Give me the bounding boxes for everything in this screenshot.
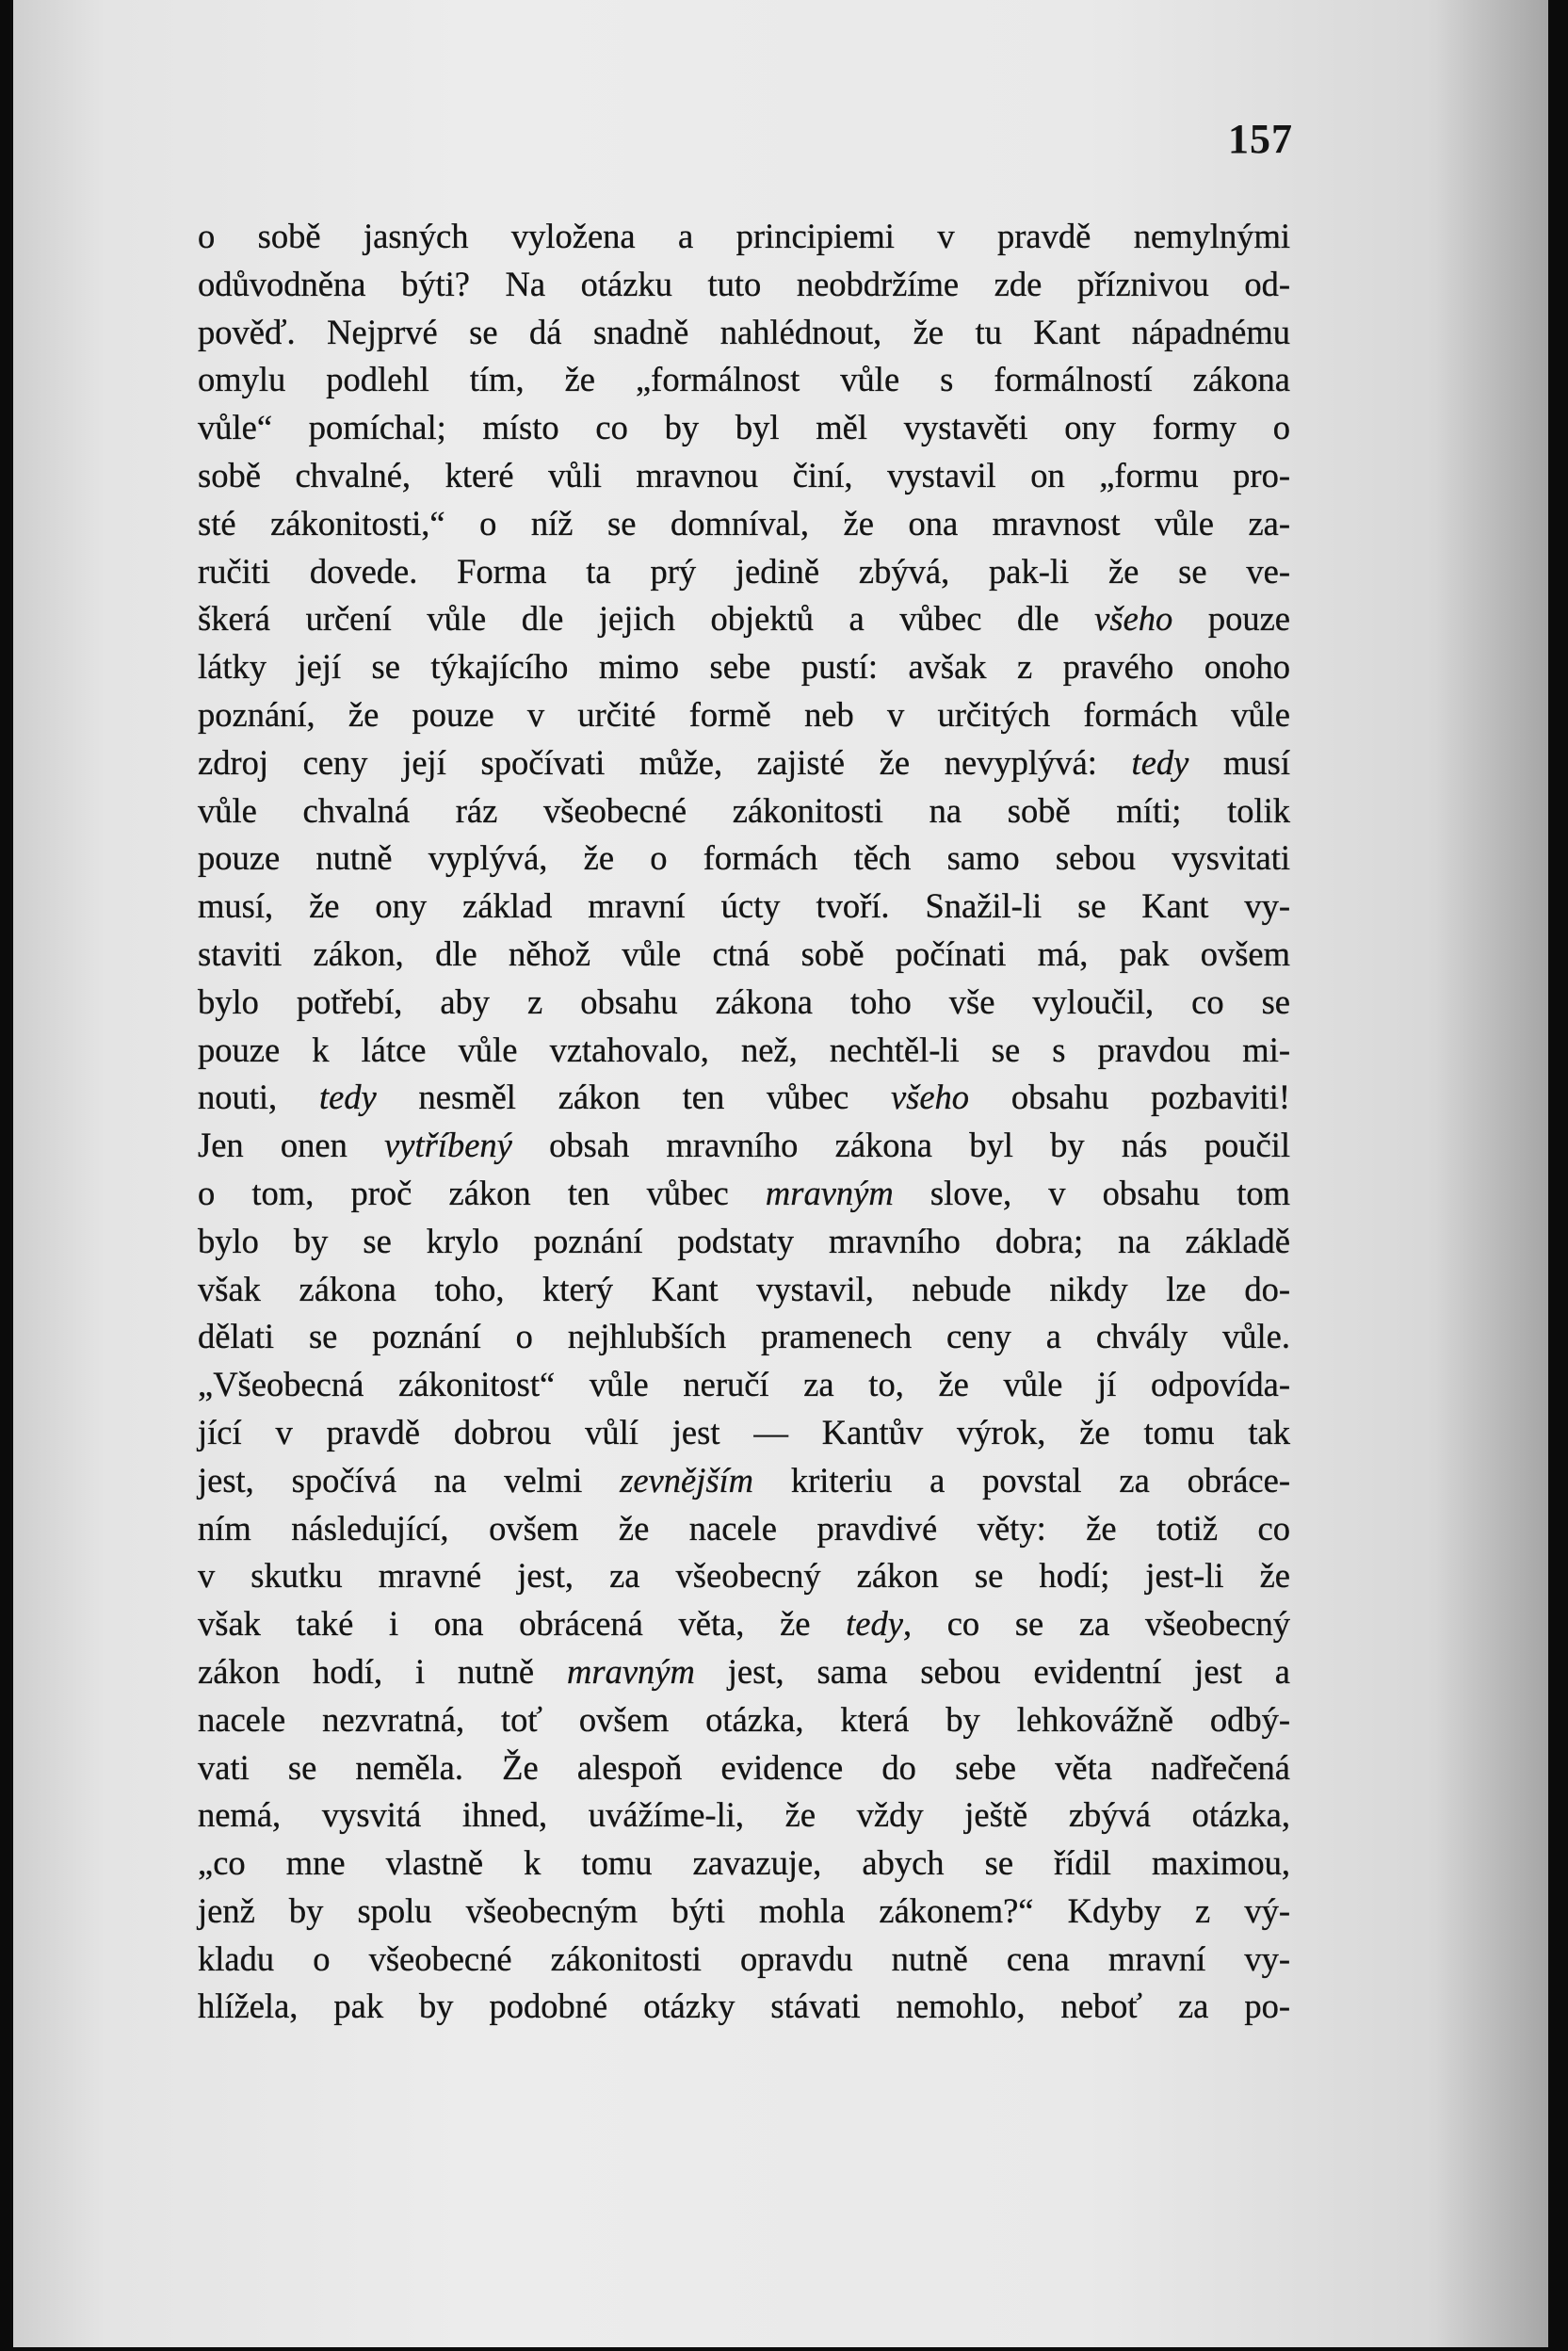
text-line: škerá určení vůle dle jejich objektů a vůbec dle všeho pouze (198, 599, 1290, 639)
text-line: ním následující, ovšem že nacele pravdivé věty: že totiž co (198, 1508, 1290, 1548)
text-line: musí, že ony základ mravní úcty tvoří. Snažil-li se Kant vy- (198, 886, 1290, 926)
text-line: vůle“ pomíchal; místo co by byl měl vystavěti ony formy o (198, 408, 1290, 447)
text-line: pověď. Nejprvé se dá snadně nahlédnout, že tu Kant nápadnému (198, 312, 1290, 351)
text-line: „co mne vlastně k tomu zavazuje, abych se řídil maximou, (198, 1843, 1290, 1883)
text-line: o sobě jasných vyložena a principiemi v pravdě nemylnými (198, 217, 1290, 255)
text-line: ručiti dovede. Forma ta prý jedině zbývá, pak-li že se ve- (198, 551, 1290, 591)
text-line: pouze nutně vyplývá, že o formách těch samo sebou vysvitati (198, 838, 1290, 878)
text-line: však také i ona obrácená věta, že tedy, co se za všeobecný (198, 1604, 1291, 1644)
book-page (13, 0, 1548, 2347)
text-line: jenž by spolu všeobecným býti mohla zákonem?“ Kdyby z vý- (198, 1890, 1290, 1930)
text-line: sté zákonitosti,“ o níž se domníval, že ona mravnost vůle za- (198, 503, 1290, 543)
text-line: nemá, vysvitá ihned, uvážíme-li, že vždy ještě zbývá otázka, (198, 1795, 1290, 1835)
text-line: dělati se poznání o nejhlubších pramenech ceny a chvály vůle. (198, 1317, 1290, 1356)
text-line: látky její se týkajícího mimo sebe pustí: avšak z pravého onoho (198, 647, 1290, 687)
page-number: 157 (1228, 116, 1293, 162)
text-line: vůle chvalná ráz všeobecné zákonitosti na sobě míti; tolik (198, 790, 1290, 830)
text-line: bylo potřebí, aby z obsahu zákona toho vše vyloučil, co se (198, 981, 1290, 1021)
text-line: o tom, proč zákon ten vůbec mravným slove, v obsahu tom (198, 1173, 1291, 1212)
text-line: bylo by se krylo poznání podstaty mravního dobra; na základě (198, 1221, 1290, 1260)
text-line: kladu o všeobecné zákonitosti opravdu nutně cena mravní vy- (198, 1938, 1290, 1978)
text-line: nouti, tedy nesměl zákon ten vůbec všeho obsahu pozbaviti! (198, 1078, 1290, 1117)
text-line: poznání, že pouze v určité formě neb v určitých formách vůle (198, 694, 1290, 734)
text-line: jest, spočívá na velmi zevnějším kriteriu a povstal za obráce- (198, 1460, 1290, 1500)
text-line: „Všeobecná zákonitost“ vůle neručí za to, že vůle jí odpovída- (198, 1365, 1290, 1404)
text-line: zdroj ceny její spočívati může, zajisté že nevyplývá: tedy musí (198, 742, 1290, 782)
text-line: sobě chvalné, které vůli mravnou činí, vystavil on „formu pro- (198, 455, 1290, 495)
text-line: vati se neměla. Že alespoň evidence do sebe věta nadřečená (198, 1747, 1290, 1787)
text-line: jící v pravdě dobrou vůlí jest — Kantův výrok, že tomu tak (198, 1412, 1290, 1451)
text-line: staviti zákon, dle něhož vůle ctná sobě počínati má, pak ovšem (198, 933, 1290, 973)
text-line: nacele nezvratná, toť ovšem otázka, která by lehkovážně odbý- (198, 1699, 1290, 1739)
text-line: omylu podlehl tím, že „formálnost vůle s formálností zákona (198, 360, 1290, 399)
text-line: zákon hodí, i nutně mravným jest, sama sebou evidentní jest a (198, 1651, 1290, 1691)
text-line: hlížela, pak by podobné otázky stávati nemohlo, neboť za po- (198, 1986, 1290, 2026)
body-text (198, 213, 1290, 2031)
text-line: v skutku mravné jest, za všeobecný zákon se hodí; jest-li že (198, 1556, 1290, 1596)
text-line: pouze k látce vůle vztahovalo, než, nechtěl-li se s pravdou mi- (198, 1030, 1290, 1069)
text-line: však zákona toho, který Kant vystavil, nebude nikdy lze do- (198, 1269, 1290, 1308)
text-line: Jen onen vytříbený obsah mravního zákona byl by nás poučil (198, 1126, 1291, 1165)
text-line: odůvodněna býti? Na otázku tuto neobdržíme zde příznivou od- (198, 264, 1290, 303)
